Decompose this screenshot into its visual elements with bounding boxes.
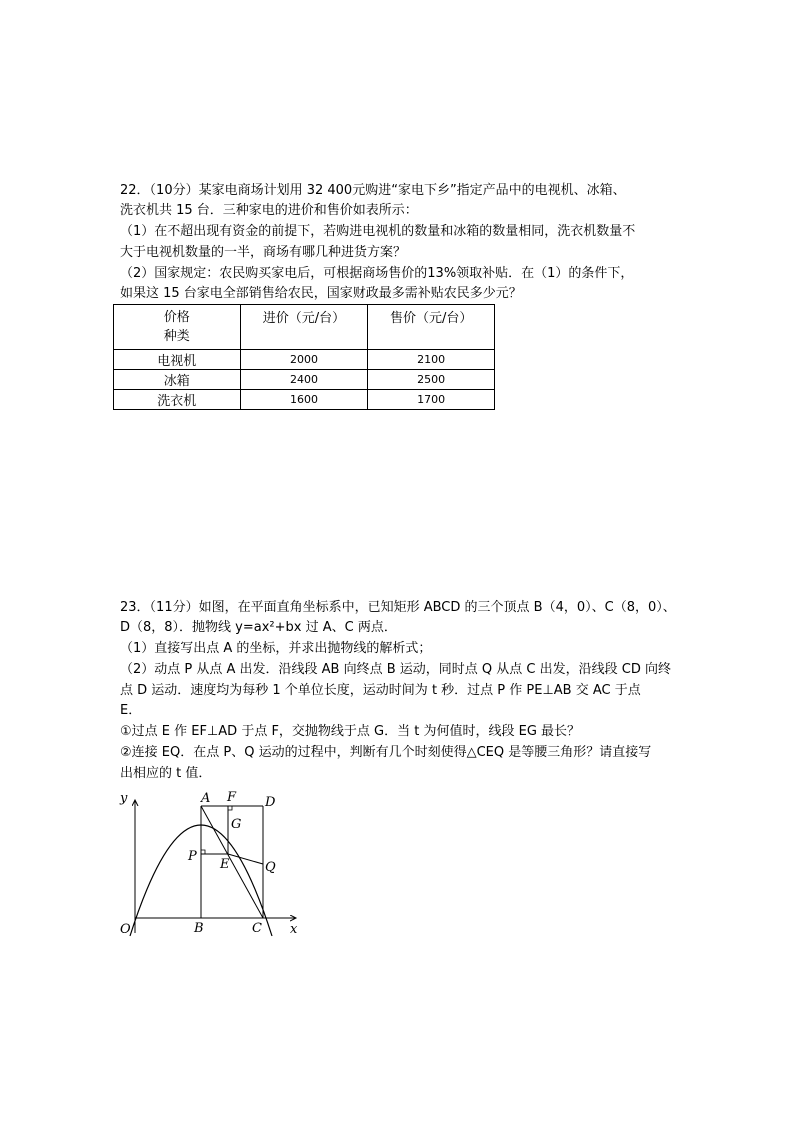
row-buy: 1600 xyxy=(240,390,368,410)
label-q: Q xyxy=(265,860,276,875)
q22-line-5: （2）国家规定：农民购买家电后，可根据商场售价的13%领取补贴．在（1）的条件下， xyxy=(120,266,634,281)
corner-top: 价格 xyxy=(163,310,190,325)
label-o: O xyxy=(120,922,131,937)
label-e: E xyxy=(220,857,230,872)
table-row xyxy=(114,390,495,410)
label-g: G xyxy=(231,817,242,832)
table-corner-header xyxy=(114,305,241,350)
table-row xyxy=(114,350,495,370)
row-name: 洗衣机 xyxy=(114,390,241,410)
row-sell: 2500 xyxy=(368,370,495,390)
q23-line-7: ①过点 E 作 EF⊥AD 于点 F，交抛物线于点 G．当 t 为何值时，线段 EG 最长？ xyxy=(120,724,581,739)
right-angle-p xyxy=(201,850,205,854)
q23-line-5: 点 D 运动．速度均为每秒 1 个单位长度，运动时间为 t 秒．过点 P 作 PE⊥AB 交 AC 于点 xyxy=(120,683,641,698)
q23-line-3: （1）直接写出点 A 的坐标，并求出抛物线的解析式； xyxy=(120,641,432,656)
q22-line-6: 如果这 15 台家电全部销售给农民，国家财政最多需补贴农民多少元？ xyxy=(120,286,522,301)
q23-line-8: ②连接 EQ．在点 P、Q 运动的过程中，判断有几个时刻使得△CEQ 是等腰三角形？请直接写 xyxy=(120,745,652,760)
col-header-sell: 售价（元/台） xyxy=(368,305,495,350)
row-sell: 1700 xyxy=(368,390,495,410)
corner-bottom: 种类 xyxy=(163,329,190,344)
right-angle-f xyxy=(228,806,232,810)
q23-line-9: 出相应的 t 值． xyxy=(120,766,212,781)
q22-line-1: 22．（10分）某家电商场计划用 32 400元购进“家电下乡”指定产品中的电视机、冰箱、 xyxy=(120,183,626,198)
label-c: C xyxy=(252,921,262,936)
label-a: A xyxy=(201,791,211,806)
segment-eq xyxy=(228,854,263,864)
q23-line-2: D（8，8）．抛物线 y=ax²+bx 过 A、C 两点． xyxy=(120,620,397,635)
col-header-buy: 进价（元/台） xyxy=(240,305,368,350)
label-y: y xyxy=(120,791,128,806)
label-b: B xyxy=(194,921,204,936)
q22-line-2: 洗衣机共 15 台．三种家电的进价和售价如表所示： xyxy=(120,203,418,218)
label-x: x xyxy=(290,922,298,937)
row-buy: 2400 xyxy=(240,370,368,390)
q23-line-1: 23．（11分）如图，在平面直角坐标系中，已知矩形 ABCD 的三个顶点 B（4，0）、C（8，0）、 xyxy=(120,600,676,615)
row-name: 冰箱 xyxy=(114,370,241,390)
price-table xyxy=(113,304,495,410)
q22-line-3: （1）在不超出现有资金的前提下，若购进电视机的数量和冰箱的数量相同，洗衣机数量不 xyxy=(120,224,636,239)
q22-line-4: 大于电视机数量的一半，商场有哪几种进货方案？ xyxy=(120,245,407,260)
q23-line-6: E． xyxy=(120,703,142,718)
label-f: F xyxy=(227,790,237,805)
q23-line-4: （2）动点 P 从点 A 出发．沿线段 AB 向终点 B 运动，同时点 Q 从点 C 出发，沿线段 CD 向终 xyxy=(120,662,671,677)
label-p: P xyxy=(188,849,197,864)
row-sell: 2100 xyxy=(368,350,495,370)
row-buy: 2000 xyxy=(240,350,368,370)
row-name: 电视机 xyxy=(114,350,241,370)
label-d: D xyxy=(265,795,276,810)
table-row xyxy=(114,370,495,390)
geometry-figure xyxy=(110,788,310,948)
